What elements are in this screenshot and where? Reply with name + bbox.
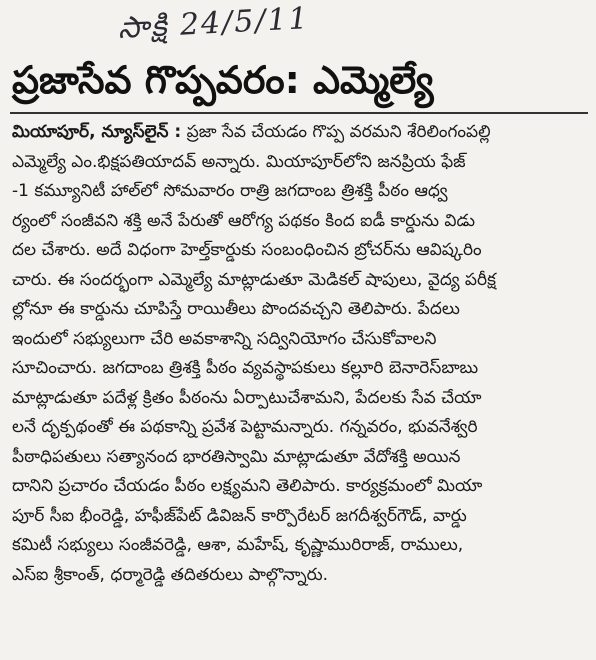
article-line: మాట్లాడుతూ పదేళ్ల క్రితం పీఠంను ఏర్పాటుచేశామని, పేదలకు సేవ చేయా [12, 387, 482, 408]
article-body [12, 118, 586, 590]
article-line-first [12, 118, 586, 148]
article-line: లనే దృక్పథంతో ఈ పథకాన్ని ప్రవేశ పెట్టామన్నారు. గన్నవరం, భువనేశ్వరి [12, 417, 478, 437]
article-line: -1 కమ్యూనిటీ హాల్‌లో సోమవారం రాత్రి జగదాంబ త్రిశక్తి పీఠం ఆధ్వ [12, 181, 448, 201]
handwritten-source-date-note: సాక్షి 24/5/11 [117, 1, 311, 46]
article-line-text: ప్రజా సేవ చేయడం గొప్ప వరమని శేరిలింగంపల్లి [181, 122, 491, 142]
article-line: సూచించారు. జగదాంబ త్రిశక్తి పీఠం వ్యవస్థాపకులు కల్లూరి బెనారెస్‌బాబు [12, 358, 479, 378]
headline-divider [10, 112, 588, 114]
article-line: చారు. ఈ సందర్భంగా ఎమ్మెల్యే మాట్లాడుతూ మెడికల్ షాపులు, వైద్య పరీక్ష [12, 269, 496, 290]
article-line: పీఠాధిపతులు సత్యానంద భారతిస్వామి మాట్లాడుతూ వేదోశక్తి అయిన [12, 446, 461, 467]
article-line-last: ఎస్ఐ శ్రీకాంత్, ధర్మారెడ్డి తదితరులు పాల్గొన్నారు. [12, 564, 329, 585]
article-line: ల్లోనూ ఈ కార్డును చూపిస్తే రాయితీలు పొందవచ్చని తెలిపారు. పేదలు [12, 299, 460, 319]
article-line: ఇందులో సభ్యులుగా చేరి అవకాశాన్ని సద్వినియోగం చేసుకోవాలని [12, 328, 437, 349]
article-line: పూర్ సీఐ భీంరెడ్డి, హఫీజ్‌పేట్ డివిజన్ కార్పొరేటర్ జగదీశ్వర్‌గౌడ్, వార్డు [12, 505, 467, 526]
byline: మియాపూర్, న్యూస్‌లైన్ : [12, 122, 182, 142]
article-line: ర్యంలో సంజీవని శక్తి అనే పేరుతో ఆరోగ్య పథకం కింద ఐడీ కార్డును విడు [12, 210, 475, 231]
article-line: దల చేశారు. అదే విధంగా హెల్త్‌కార్డుకు సంబంధించిన బ్రోచర్‌ను ఆవిష్కరిం [12, 240, 482, 260]
headline: ప్రజాసేవ గొప్పవరం: ఎమ్మెల్యే [12, 58, 434, 102]
article-line: కమిటీ సభ్యులు సంజీవరెడ్డి, ఆశా, మహేష్, కృష్ణామురిరాజ్, రాములు, [12, 535, 464, 555]
article-line: ఎమ్మెల్యే ఎం.భిక్షపతియాదవ్ అన్నారు. మియాపూర్‌లోని జనప్రియ ఫేజ్ [12, 151, 466, 172]
article-line: దానిని ప్రచారం చేయడం పీఠం లక్ష్యమని తెలిపారు. కార్యక్రమంలో మియా [12, 476, 483, 496]
